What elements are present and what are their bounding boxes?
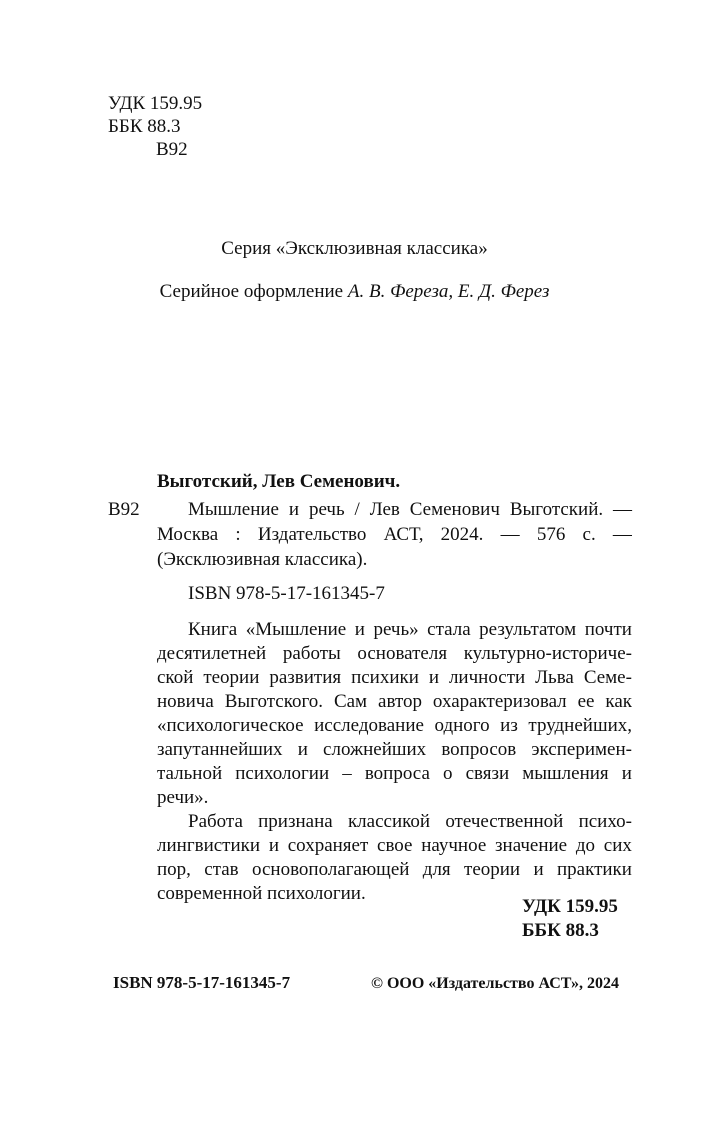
isbn-line: ISBN 978-5-17-161345-7 <box>188 583 385 604</box>
designer-names: А. В. Фереза, Е. Д. Ферез <box>347 281 550 302</box>
udk-code: УДК 159.95 <box>108 93 203 114</box>
abstract-line: пор, став основополагающей для теории и практики <box>157 859 632 880</box>
abstract-line: современной психологии. <box>157 883 366 904</box>
abstract-line: десятилетней работы основателя культурно-историче- <box>157 643 632 664</box>
bottom-codes <box>522 895 618 943</box>
biblio-line: Мышление и речь / Лев Семенович Выготский. — <box>188 499 632 520</box>
bottom-bbk: ББК 88.3 <box>522 920 599 941</box>
abstract-line: ской теории развития психики и личности Льва Семе- <box>157 667 632 688</box>
abstract-line: запутаннейших и сложнейших вопросов эксперимен- <box>157 739 632 760</box>
classification-block <box>108 92 202 161</box>
biblio-line: (Эксклюзивная классика). <box>157 549 368 570</box>
author-mark-left: В92 <box>108 499 140 520</box>
abstract-line: речи». <box>157 787 209 808</box>
author-mark: В92 <box>156 139 188 160</box>
abstract-line: Работа признана классикой отечественной психо- <box>188 811 632 832</box>
author-heading: Выготский, Лев Семенович. <box>157 471 401 492</box>
design-credit <box>0 280 709 303</box>
bottom-udk: УДК 159.95 <box>522 896 618 917</box>
abstract-line: «психологическое исследование одного из труднейших, <box>157 715 632 736</box>
bbk-code: ББК 88.3 <box>108 116 181 137</box>
abstract-line: новича Выготского. Сам автор охарактеризовал ее как <box>157 691 632 712</box>
series-title: Серия «Эксклюзивная классика» <box>221 238 488 259</box>
design-prefix: Серийное оформление <box>159 281 348 302</box>
footer-isbn: ISBN 978-5-17-161345-7 <box>113 973 291 992</box>
abstract-line: Книга «Мышление и речь» стала результатом почти <box>188 619 632 640</box>
footer-copyright: © ООО «Издательство АСТ», 2024 <box>371 975 620 992</box>
abstract-line: тальной психологии – вопроса о связи мышления и <box>157 763 632 784</box>
abstract <box>157 618 632 906</box>
abstract-line: лингвистики и сохраняет свое научное значение до сих <box>157 835 632 856</box>
biblio-line: Москва : Издательство АСТ, 2024. — 576 с. — <box>157 524 632 545</box>
bibliographic-description <box>157 498 632 573</box>
